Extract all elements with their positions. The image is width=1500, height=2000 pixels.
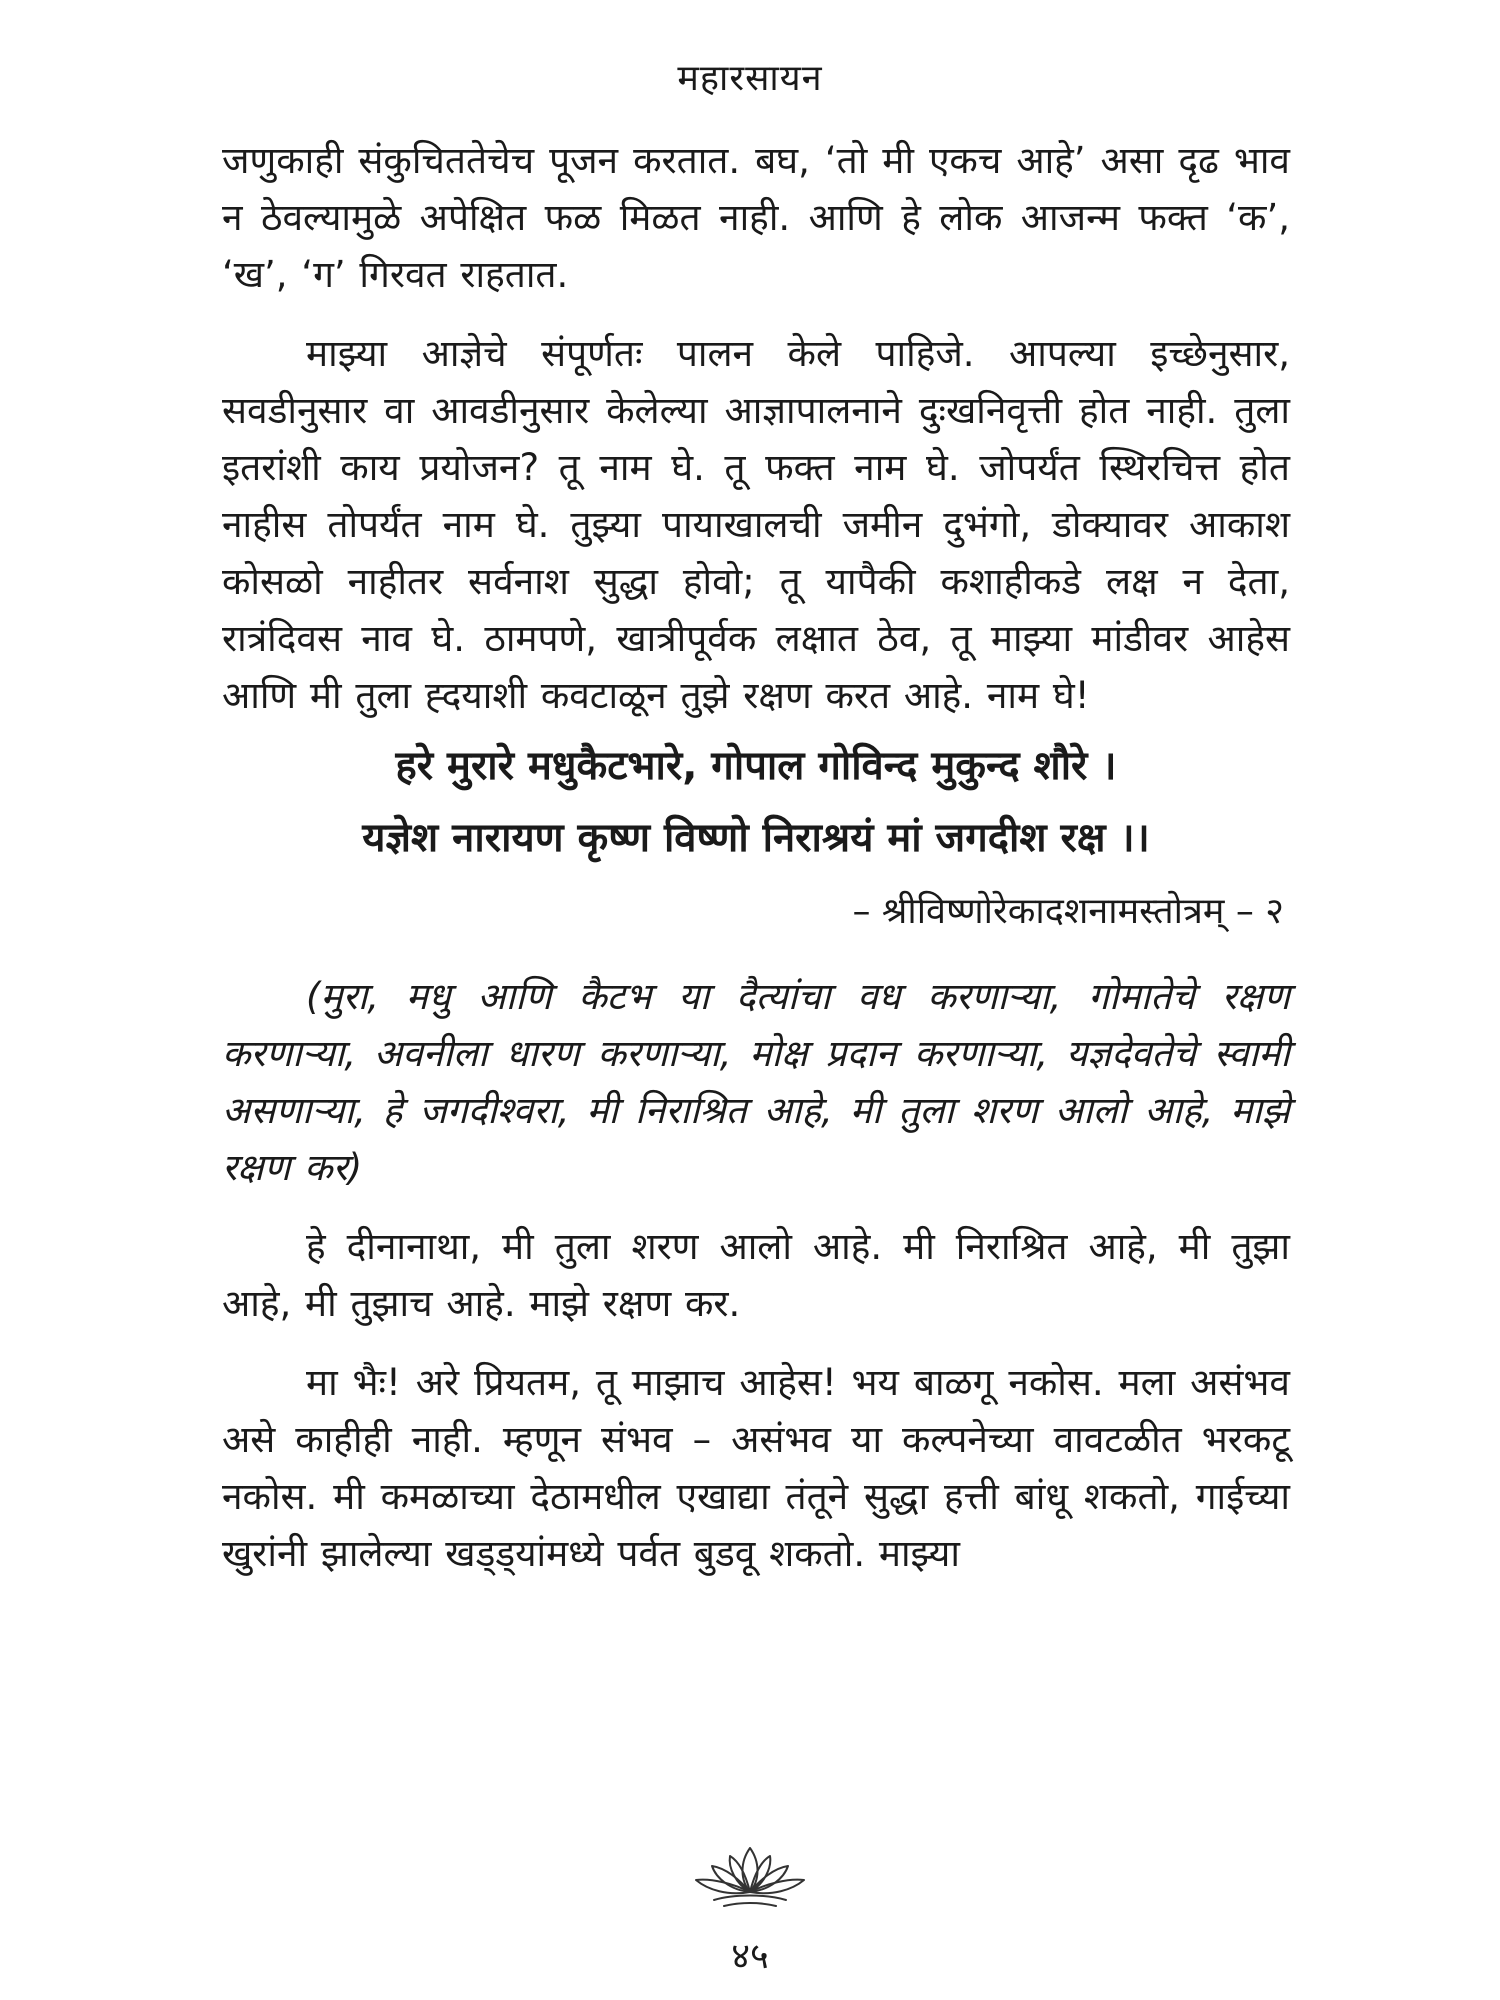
verse-translation: (मुरा, मधु आणि कैटभ या दैत्यांचा वध करणाऱ्या, गोमातेचे रक्षण करणाऱ्या, अवनीला धारण करणाऱ्या, मोक्ष प्रदान करणाऱ्या, यज्ञदेवतेचे स्वामी असणाऱ्या, हे जगदीश्वरा, मी निराश्रित आहे, मी तुला शरण आलो आहे, माझे रक्षण कर) [222, 975, 1290, 1189]
paragraph-continued: जणुकाही संकुचिततेचेच पूजन करतात. बघ, ‘तो मी एकच आहे’ असा दृढ भाव न ठेवल्यामुळे अपेक्षित फळ मिळत नाही. आणि हे लोक आजन्म फक्त ‘क’, ‘ख’, ‘ग’ गिरवत राहतात. [222, 139, 1290, 296]
paragraph-command: माझ्या आज्ञेचे संपूर्णतः पालन केले पाहिजे. आपल्या इच्छेनुसार, सवडीनुसार वा आवडीनुसार केलेल्या आज्ञापालनाने दुःखनिवृत्ती होत नाही. तुला इतरांशी काय प्रयोजन? तू नाम घे. तू फक्त नाम घे. जोपर्यंत स्थिरचित्त होत नाहीस तोपर्यंत नाम घे. तुझ्या पायाखालची जमीन दुभंगो, डोक्यावर आकाश कोसळो नाहीतर सर्वनाश सुद्धा होवो; तू यापैकी कशाहीकडे लक्ष न देता, रात्रंदिवस नाव घे. ठामपणे, खात्रीपूर्वक लक्षात ठेव, तू माझ्या मांडीवर आहेस आणि मी तुला ह्दयाशी कवटाळून तुझे रक्षण करत आहे. नाम घे! [222, 332, 1290, 717]
page-number: ४५ [731, 1936, 769, 1977]
verse-line-1: हरे मुरारे मधुकैटभारे, गोपाल गोविन्द मुकुन्द शौरे । [395, 743, 1117, 789]
lotus-ornament-icon [690, 1840, 810, 1910]
running-title: महारसायन [677, 58, 823, 99]
paragraph-fear-not: मा भैः! अरे प्रियतम, तू माझाच आहेस! भय बाळगू नकोस. मला असंभव असे काहीही नाही. म्हणून संभव – असंभव या कल्पनेच्या वावटळीत भरकटू नकोस. मी कमळाच्या देठामधील एखाद्या तंतूने सुद्धा हत्ती बांधू शकतो, गाईच्या खुरांनी झालेल्या खड्ड्यांमध्ये पर्वत बुडवू शकतो. माझ्या [222, 1361, 1290, 1575]
verse-line-2: यज्ञेश नारायण कृष्ण विष्णो निराश्रयं मां जगदीश रक्ष ।। [362, 815, 1150, 861]
body-text [222, 132, 1290, 1582]
verse-attribution: – श्रीविष्णोरेकादशनामस्तोत्रम् – २ [852, 891, 1284, 932]
paragraph-refuge: हे दीनानाथा, मी तुला शरण आलो आहे. मी निराश्रित आहे, मी तुझा आहे, मी तुझाच आहे. माझे रक्षण कर. [222, 1225, 1290, 1325]
